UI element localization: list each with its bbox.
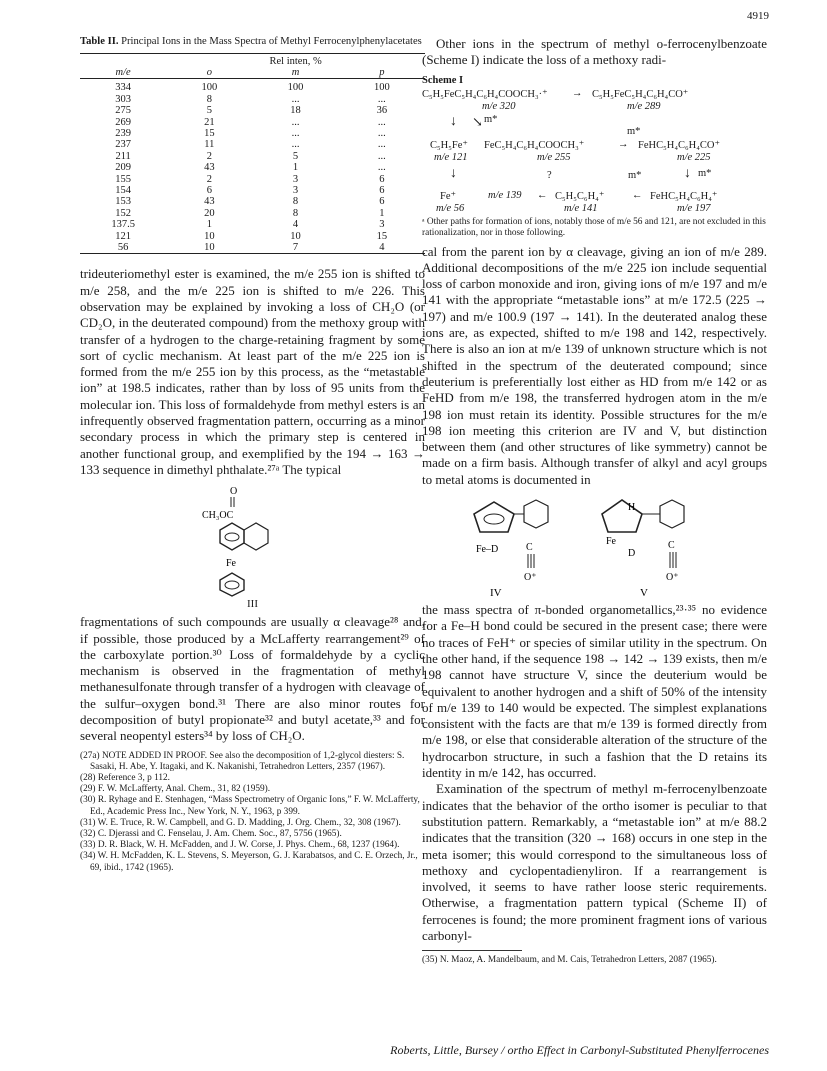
table-cell: 209 (115, 162, 131, 174)
scheme-i: C₅H₅FeC₅H₄C₆H₄COOCH₃·⁺ → C₅H₅FeC₅H₄C₆H₄CO⁺ m/e 320 m/e 289 ↓ ↘ m* m* C₅H₅Fe⁺ FeC₅H₄C₆H₄COOCH₃⁺ → FeHC₅H₄C₆H₄CO⁺ m/e 121 m/e 255 m/e 225 ↓ ? m* ↓ m* Fe⁺ m/e 139 ← C₅H₅C₆H₄⁺ ← FeHC₅H₄C₆H₄⁺ m/e 56 m/e 141 m/e 197 ᵃ Other paths for formation of ions, notably those of m/e 56 and 121, are not excluded in this rationalization, nor in those following. (422, 87, 766, 238)
table-caption (80, 36, 425, 49)
page-number: 4919 (747, 10, 769, 22)
table-cell: ... (377, 162, 386, 174)
table-cell: 154 (115, 184, 131, 196)
scheme-r2-c: FeHC₅H₄C₆H₄CO⁺ (638, 139, 721, 151)
table-row (80, 231, 425, 242)
table-caption-text: Principal Ions in the Mass Spectra of Methyl Ferrocenylphenylacetates (121, 36, 422, 47)
footnote-27a: (27a) NOTE ADDED IN PROOF. See also the decomposition of 1,2-glycol diesters: S. Sasaki, H. Abe, Y. Itagaki, and K. Nakanishi, Tetrahedron Letters, 2357 (1967). (80, 750, 405, 772)
left-paragraph-2: fragmentations of such compounds are usually α cleavage²⁸ and, if possible, those produced by a McLafferty rearrangement²⁹ of the carboxylate portion.³⁰ Loss of formaldehyde by a cyclic mechanism is observed in the fragmentation of methyl methanesulfonate through transfer of a hydrogen with cleavage of the sulfur–oxygen bond.³¹ There are also minor routes for decomposition of butyl propionate³² and butyl acetate,³³ and for several neopentyl esters³⁴ by loss of CH₂O. (80, 614, 425, 744)
table-cell: 15 (376, 230, 388, 242)
rel-inten-header: Rel inten, % (269, 55, 322, 67)
scheme-r3-d: FeHC₅H₄C₆H₄⁺ (650, 190, 718, 202)
structure-iii-fe: Fe (226, 558, 236, 570)
table-cell: 5 (292, 150, 299, 162)
footnote-28: (28) Reference 3, p 112. (80, 773, 171, 784)
table-cell: 152 (115, 207, 131, 219)
scheme-r1-right: C₅H₅FeC₅H₄C₆H₄CO⁺ (592, 88, 689, 100)
table-cell: 303 (115, 93, 131, 105)
table-cell: ... (377, 150, 386, 162)
table-caption-label: Table II. (80, 36, 119, 47)
footnote-33: (33) D. R. Black, W. H. McFadden, and J. W. Corse, J. Phys. Chem., 68, 1237 (1964). (80, 840, 400, 851)
table-cell: 3 (292, 184, 299, 196)
v-c: C (668, 540, 675, 552)
scheme-mstar-2: m* (627, 125, 641, 137)
table-cell: ... (291, 116, 300, 128)
table-cell: 275 (115, 105, 131, 117)
table-cell: ... (377, 116, 386, 128)
table-cell: 239 (115, 127, 131, 139)
table-cell: 1 (206, 219, 212, 231)
v-o-plus: O⁺ (666, 572, 679, 584)
col-header-me: m/e (115, 66, 131, 78)
table-row (80, 185, 425, 196)
table-cell: 334 (115, 82, 131, 94)
table-row (80, 94, 425, 105)
table-cell: 10 (290, 230, 301, 242)
table-cell: 1 (379, 207, 385, 219)
table-row (80, 151, 425, 162)
table-header-row (80, 67, 425, 79)
table-cell: 43 (204, 162, 215, 174)
table-cell: 18 (290, 105, 301, 117)
iv-c: C (526, 542, 533, 554)
table-cell: 21 (204, 116, 215, 128)
left-paragraph-1: trideuteriomethyl ester is examined, the m/e 255 ion is shifted to m/e 258, and the m/e 225 ion is shifted to m/e 226. This observation may be explained by invoking a loss of CH₂O (or CD₂O, in the deuterated compound) from the methoxy group with transfer of a hydrogen to the charge-retaining fragment by some sort of cyclic mechanism. At least part of the m/e 225 ion is formed from the m/e 255 ion by this process, as the “metastable ion” at 198.5 indicates, rather than by loss of 95 units from the molecular ion. This loss of formaldehyde from methyl esters is an infrequently observed fragmentation pattern, occurring as a minor secondary process in which the primary step is centered in another functional group, and exemplified by the 194 → 163 → 133 sequence in dimethyl phthalate.²⁷ᵃ The typical (80, 266, 425, 477)
structures-iv-v (422, 492, 767, 598)
scheme-mstar-1: m* (484, 113, 498, 125)
structure-iii-o: O (230, 486, 238, 498)
table-row (80, 219, 425, 230)
table-cell: 100 (201, 82, 218, 94)
v-h: H (628, 502, 636, 514)
table-row (80, 117, 425, 128)
table-row (80, 242, 425, 254)
structure-iii-label: III (247, 598, 258, 611)
scheme-r2-c-me: m/e 225 (677, 151, 711, 163)
table-cell: 10 (204, 230, 215, 242)
v-fe: Fe (606, 536, 616, 548)
scheme-r1-left: C₅H₅FeC₅H₄C₆H₄COOCH₃·⁺ (422, 88, 548, 100)
footnote-34: (34) W. H. McFadden, K. L. Stevens, S. Meyerson, G. J. Karabatsos, and C. E. Orzech, Jr., 69, ibid., 1742 (1965). (80, 851, 418, 873)
iv-o-plus: O⁺ (524, 572, 537, 584)
scheme-r1-left-me: m/e 320 (482, 100, 516, 112)
right-paragraph-3: the mass spectra of π-bonded organometallics,²³·³⁵ no evidence for a Fe–H bond could be secured in the present case; there were no traces of FeH⁺ or species of similar utility in the spectrum. On the other hand, if the sequence 198 → 142 → 139 exists, then m/e 198 cannot have structure V, since the deuterium would be equivalent to another hydrogen and a shift of 50% of the intensity of m/e 139 to 140 would be expected. The simplest explanations consistent with the facts are that m/e 139 is formed directly from m/e 198, or else that considerable alteration of the structure of the hydrocarbon structure, in such a fashion that the D retains its identity in m/e 142, has occurred. (422, 602, 767, 781)
table-row (80, 128, 425, 139)
table-row (80, 105, 425, 116)
scheme-mstar-4: m* (698, 167, 712, 179)
table-cell: 7 (292, 242, 299, 253)
table-cell: ... (377, 127, 386, 139)
table-cell: 269 (115, 116, 131, 128)
table-cell: 211 (115, 150, 131, 162)
scheme-r3-c-me: m/e 141 (564, 202, 598, 214)
table-cell: 6 (379, 196, 385, 208)
table-cell: 3 (379, 219, 385, 231)
left-footnotes (80, 751, 425, 874)
table-cell: 4 (292, 219, 299, 231)
table-cell: 36 (376, 105, 388, 117)
table-cell: 2 (206, 173, 212, 185)
scheme-footnote: ᵃ Other paths for formation of ions, notably those of m/e 56 and 121, are not excluded in this rationalization, nor in those following. (422, 216, 766, 238)
iv-label: IV (490, 587, 502, 599)
ion-table (80, 53, 425, 257)
footnote-32: (32) C. Djerassi and C. Fenselau, J. Am. Chem. Soc., 87, 5756 (1965). (80, 829, 342, 840)
footnote-35: (35) N. Maoz, A. Mandelbaum, and M. Cais, Tetrahedron Letters, 2087 (1965). (422, 955, 717, 966)
table-cell: ... (377, 93, 386, 105)
table-cell: 2 (206, 150, 212, 162)
scheme-r3-c: C₅H₅C₆H₄⁺ (555, 190, 605, 202)
scheme-r3-a-me: m/e 56 (436, 202, 465, 214)
table-cell: 1 (292, 162, 299, 174)
col-header-p: p (379, 66, 385, 78)
left-column (80, 36, 425, 874)
table-cell: 11 (204, 139, 215, 151)
table-cell: 56 (117, 242, 129, 253)
scheme-question: ? (547, 169, 552, 181)
footnote-29: (29) F. W. McLafferty, Anal. Chem., 31, 82 (1959). (80, 784, 271, 795)
table-row (80, 82, 425, 93)
scheme-r1-right-me: m/e 289 (627, 100, 661, 112)
table-cell: 3 (292, 173, 299, 185)
scheme-mstar-3: m* (628, 169, 642, 181)
table-cell: 100 (287, 82, 304, 94)
structure-iii (80, 480, 425, 600)
table-cell: 6 (206, 184, 212, 196)
table-row (80, 162, 425, 173)
table-cell: 10 (204, 242, 215, 253)
right-paragraph-2: cal from the parent ion by α cleavage, giving an ion of m/e 289. Additional decompositions of the m/e 225 ion include sequential loss of carbon monoxide and iron, giving ions of m/e 197 and m/e 141 with the appropriate “metastable ions” at m/e 172.5 (225 → 197) and m/e 100.9 (197 → 141). In the deuterated analog these ions are, as expected, shifted to m/e 198 and 142, respectively. There is also an ion at m/e 139 of unknown structure which is not shifted in the spectrum of the deuterated compound; since deuterium is preferentially lost either as HD from m/e 142 or as FeHD from m/e 198, the transferred hydrogen atom in the m/e 198 ion must retain its identity. Possible structures for the m/e 198 ion meeting this criterion are IV and V, but distinction between them (and other structures of like symmetry) cannot be made on a firm basis. Although transfer of alkyl and acyl groups to metal atoms is documented in (422, 243, 767, 487)
iv-fe-d: Fe–D (476, 544, 499, 556)
scheme-r2-a-me: m/e 121 (434, 151, 468, 163)
scheme-r2-a: C₅H₅Fe⁺ (430, 139, 468, 151)
table-cell: 137.5 (111, 219, 135, 231)
running-footer: Roberts, Little, Bursey / ortho Effect in Carbonyl-Substituted Phenylferrocenes (390, 1043, 769, 1057)
table-cell: 8 (292, 207, 299, 219)
scheme-r3-b: m/e 139 (488, 189, 522, 201)
table-cell: ... (291, 93, 300, 105)
table-cell: ... (291, 139, 300, 151)
col-header-o: o (206, 66, 212, 78)
table-row (80, 208, 425, 219)
scheme-r2-b: FeC₅H₄C₆H₄COOCH₃⁺ (484, 139, 585, 151)
scheme-title: Scheme I (422, 74, 464, 86)
table-cell: ... (377, 139, 386, 151)
table-cell: 4 (379, 242, 385, 253)
footnote-31: (31) W. E. Truce, R. W. Campbell, and G. D. Madding, J. Org. Chem., 32, 308 (1967). (80, 817, 401, 828)
table-cell: 153 (115, 196, 131, 208)
table-cell: 43 (204, 196, 215, 208)
table-row (80, 196, 425, 207)
table-cell: 237 (115, 139, 131, 151)
table-cell: 8 (292, 196, 299, 208)
right-paragraph-4: Examination of the spectrum of methyl m-ferrocenylbenzoate indicates that the behavior of the ortho isomer is peculiar to that substitution pattern. Remarkably, a “metastable ion” at m/e 88.2 indicates that the transition (320 → 168) occurs in one step in the meta isomer; this would correspond to the simultaneous loss of methoxy and cyclopentadienyliron. If a rearrangement is involved, it seems to have rather loose steric requirements. Otherwise, a fragmentation pattern typical (Scheme II) of ferrocenes is found; the more prominent fragment ions of various carbonyl- (422, 781, 767, 943)
table-cell: 121 (115, 230, 131, 242)
table-cell: 100 (373, 82, 390, 94)
v-label: V (640, 587, 648, 599)
structure-iii-ester: CH₃OC (202, 510, 234, 522)
right-paragraph-1: Other ions in the spectrum of methyl o-ferrocenylbenzoate (Scheme I) indicate the loss of a methoxy radi- (422, 36, 767, 68)
v-d: D (628, 548, 636, 560)
scheme-r2-b-me: m/e 255 (537, 151, 571, 163)
table-cell: 155 (115, 173, 131, 185)
table-cell: 6 (379, 184, 385, 196)
col-header-m: m (291, 66, 300, 78)
table-cell: 15 (204, 127, 215, 139)
scheme-r3-a: Fe⁺ (440, 190, 457, 202)
footnote-30: (30) R. Ryhage and E. Stenhagen, “Mass Spectrometry of Organic Ions,” F. W. McLafferty, Ed., Academic Press Inc., New York, N. Y., 1963, p 399. (80, 795, 420, 817)
table-row (80, 174, 425, 185)
table-cell: ... (291, 127, 300, 139)
table-cell: 8 (206, 93, 212, 105)
table-cell: 6 (379, 173, 385, 185)
table-cell: 5 (206, 105, 212, 117)
right-column (422, 36, 767, 966)
table-cell: 20 (204, 207, 215, 219)
table-row (80, 139, 425, 150)
scheme-r3-d-me: m/e 197 (677, 202, 711, 214)
